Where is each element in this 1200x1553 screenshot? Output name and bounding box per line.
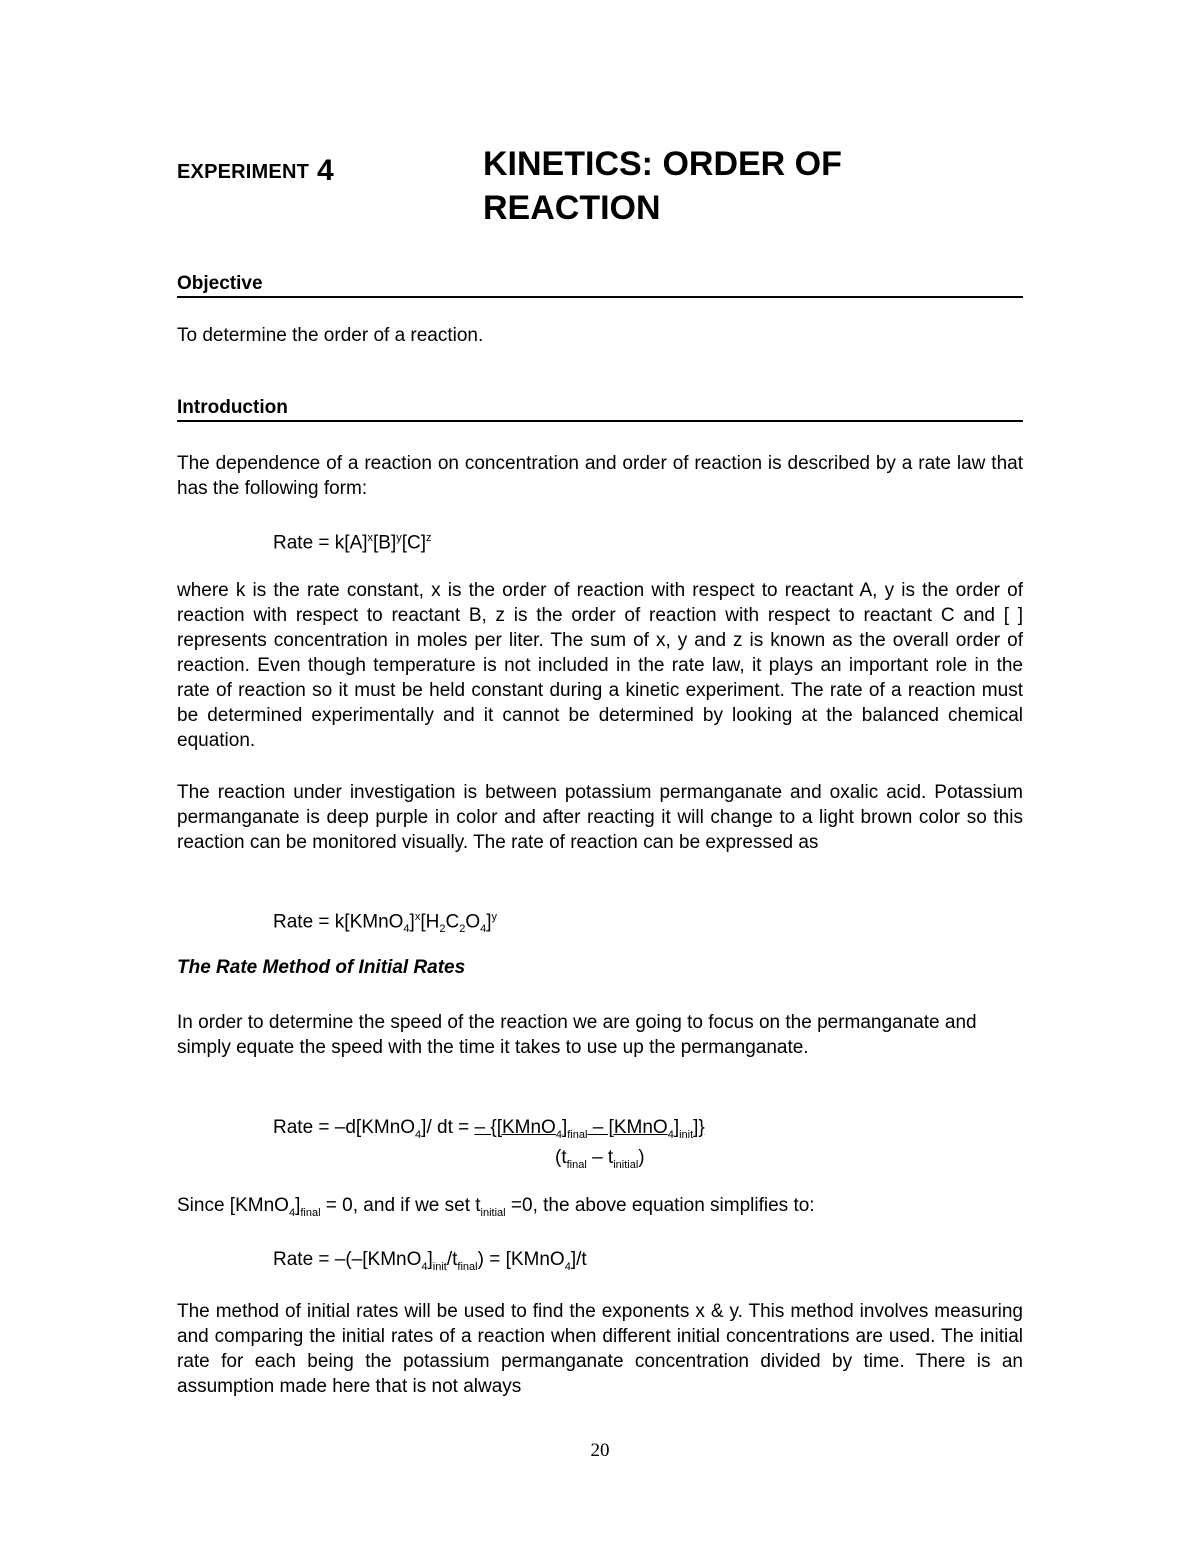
eq4-b: ] <box>427 1249 433 1270</box>
eq3-den2: – t <box>586 1147 614 1168</box>
objective-text: To determine the order of a reaction. <box>177 325 484 346</box>
eq1-mid2: [C] <box>401 532 427 554</box>
eq4-sub-final: final <box>457 1260 478 1273</box>
eq3-den-sub-initial: initial <box>613 1158 639 1171</box>
eq2-a: Rate = k[KMnO <box>273 911 404 933</box>
eq1-prefix: Rate = k[A] <box>273 532 368 554</box>
permanganate-rate-equation <box>273 905 497 942</box>
eq3-num2: ] <box>561 1117 568 1138</box>
eq1-sup-y: y <box>396 532 402 544</box>
eq4-sub-init: init <box>432 1260 447 1273</box>
eq2-sup-x: x <box>414 911 421 923</box>
title-line-2: REACTION <box>483 189 661 227</box>
eq3-denominator <box>555 1145 645 1178</box>
eq3-num-sub4b: 4 <box>667 1128 674 1141</box>
eq3-b: ]/ dt = <box>421 1117 475 1138</box>
eq1-sup-x: x <box>367 532 374 544</box>
eq2-sub4: 4 <box>403 923 410 936</box>
eq3-den3: ) <box>638 1147 645 1168</box>
eq2-e: O <box>465 911 481 933</box>
rate-derivative-equation <box>273 1115 705 1148</box>
eq4-sub4: 4 <box>421 1260 428 1273</box>
method-heading: The Rate Method of Initial Rates <box>177 957 466 978</box>
eq3-sub4: 4 <box>415 1128 422 1141</box>
eq2-sub2b: 2 <box>459 923 466 936</box>
eq1-sup-z: z <box>426 532 432 544</box>
rate-law-equation <box>273 526 432 555</box>
eq3-num-sub4: 4 <box>555 1128 562 1141</box>
experiment-label <box>177 152 334 186</box>
intro-paragraph-2: where k is the rate constant, x is the order of reaction with respect to reactant A, y is the order of reaction with respect to reactant B, z is the order of reaction with respect to reactant C and [ ] represents concentration in moles per liter. The sum of x, y and z is known as the overall order of reaction. Even though temperature is not included in the rate law, it plays an important role in the rate of reaction so it must be held constant during a kinetic experiment. The rate of a reaction must be determined experimentally and it cannot be determined by looking at the balanced chemical equation. <box>177 580 1023 751</box>
title-line-1: KINETICS: ORDER OF <box>483 145 842 183</box>
since-sub-final: final <box>300 1206 321 1219</box>
eq3-den1: (t <box>555 1147 567 1168</box>
eq2-sub4b: 4 <box>480 923 487 936</box>
objective-heading: Objective <box>177 273 1023 298</box>
since-c: = 0, and if we set t <box>320 1195 481 1216</box>
eq3-num3: – [KMnO <box>587 1117 668 1138</box>
simplified-rate-equation <box>273 1247 587 1280</box>
since-a: Since [KMnO <box>177 1195 289 1216</box>
intro-paragraph-1: The dependence of a reaction on concentration and order of reaction is described by a rate law that has the following form: <box>177 453 1023 499</box>
introduction-heading: Introduction <box>177 397 1023 422</box>
eq2-sub2a: 2 <box>439 923 446 936</box>
eq2-c: [H <box>420 911 440 933</box>
eq2-d: C <box>445 911 460 933</box>
since-sub-initial: initial <box>480 1206 506 1219</box>
eq2-f: ] <box>486 911 492 933</box>
eq3-numerator <box>474 1117 705 1141</box>
eq3-num4: ] <box>673 1117 680 1138</box>
experiment-label-text: EXPERIMENT <box>177 161 310 183</box>
intro-paragraph-3: The reaction under investigation is between potassium permanganate and oxalic acid. Potassium permanganate is deep purple in color and after reacting it will change to a light brown color so this reaction can be monitored visually. The rate of reaction can be expressed as <box>177 782 1023 853</box>
eq3-num1: – {[KMnO <box>474 1117 556 1138</box>
eq4-e: ]/t <box>570 1249 587 1270</box>
eq4-a: Rate = –(–[KMnO <box>273 1249 422 1270</box>
eq3-den-sub-final: final <box>566 1158 587 1171</box>
since-sub4: 4 <box>288 1206 296 1219</box>
eq2-sup-y: y <box>491 911 497 923</box>
eq4-sub4b: 4 <box>564 1260 571 1273</box>
eq3-num-sub-init: init <box>679 1128 694 1141</box>
eq3-a: Rate = –d[KMnO <box>273 1117 416 1138</box>
experiment-number: 4 <box>317 154 334 187</box>
eq3-num-sub-final: final <box>567 1128 588 1141</box>
eq1-mid1: [B] <box>373 532 397 554</box>
since-b: ] <box>295 1195 301 1216</box>
page-title <box>483 142 1043 230</box>
eq4-d: ) = [KMnO <box>477 1249 565 1270</box>
page-number: 20 <box>590 1440 610 1461</box>
since-d: =0, the above equation simplifies to: <box>505 1195 815 1216</box>
method-paragraph-1: In order to determine the speed of the reaction we are going to focus on the permanganate and simply equate the speed with the time it takes to use up the permanganate. <box>177 1012 977 1058</box>
method-paragraph-2: The method of initial rates will be used to find the exponents x & y. This method involves measuring and comparing the initial rates of a reaction when different initial concentrations are used. The initial rate for each being the potassium permanganate concentration divided by time. There is an assumption made here that is not always <box>177 1301 1023 1397</box>
since-line <box>177 1193 1023 1226</box>
eq4-c: /t <box>446 1249 458 1270</box>
eq2-b: ] <box>409 911 415 933</box>
eq3-num5: ]} <box>693 1117 705 1138</box>
